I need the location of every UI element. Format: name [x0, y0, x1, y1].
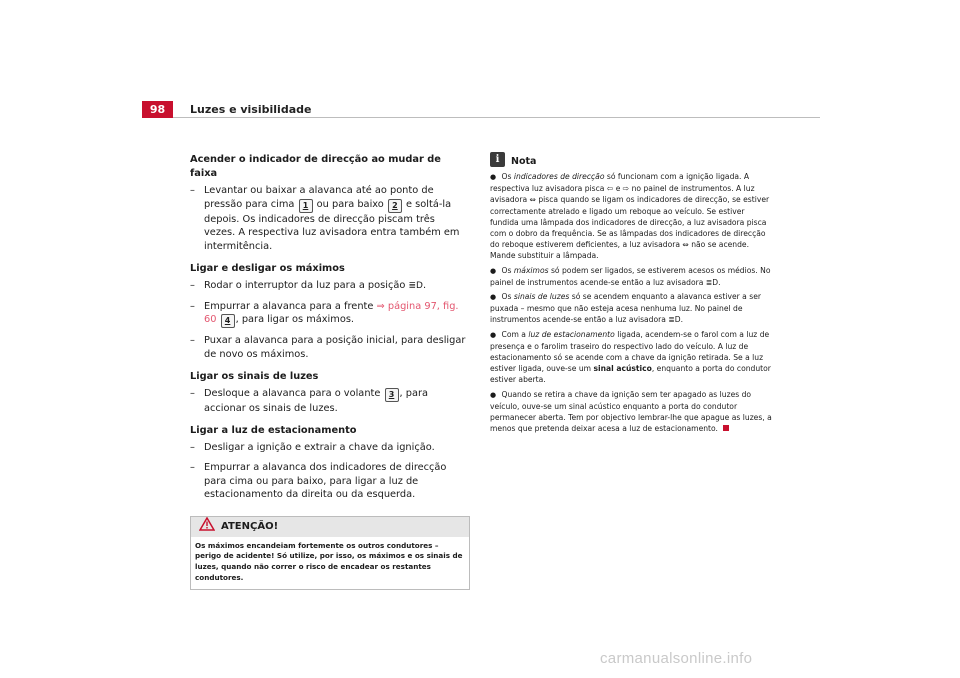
section-high-beam	[190, 262, 468, 362]
section-title: Acender o indicador de direcção ao mudar de faixa	[190, 154, 441, 179]
section-title: Ligar e desligar os máximos	[190, 262, 345, 274]
note-bullet: ● Os sinais de luzes só se acendem enquanto a alavanca estiver a ser puxada – mesmo que não esteja acesa nenhuma luz. No painel de instrumentos acende-se então a luz avisadora ≣D.	[490, 292, 761, 325]
item-text: Empurrar a alavanca para a frente	[204, 300, 374, 312]
watermark: carmanualsonline.info	[600, 650, 753, 667]
list-item	[190, 300, 468, 329]
warning-header	[191, 517, 469, 537]
bullet-dot: ●	[490, 330, 497, 339]
section-flash	[190, 370, 468, 416]
item-text: e soltá-la depois. Os indicadores de direcção piscam três vezes. A respectiva luz avisadora entra também em intermitência.	[204, 198, 460, 252]
item-text: ou para baixo	[316, 198, 384, 210]
header-divider	[173, 117, 820, 118]
bullet-dot: ●	[490, 293, 497, 302]
bullet-dot: ●	[490, 173, 497, 181]
dash-marker: –	[190, 280, 195, 292]
list-item	[190, 184, 468, 253]
page-number: 98	[142, 101, 173, 118]
item-text: Rodar o interruptor da luz para a posição	[204, 280, 406, 292]
item-text: , para accionar os sinais de luzes.	[204, 388, 429, 415]
note-bullet: ● Os máximos só podem ser ligados, se estiverem acesos os médios. No painel de instrumentos acende-se então a luz avisadora ≣D.	[490, 265, 771, 287]
note-bullet: ● Quando se retira a chave da ignição sem ter apagado as luzes do veículo, ouve-se um sinal acústico enquanto a porta do condutor permanecer aberta. Tem por objectivo lembrar-lhe que apague as luzes, a menos que pretenda deixar acesa a luz de estacionamento.	[490, 389, 772, 434]
right-column	[490, 152, 772, 437]
note-title: Nota	[511, 155, 537, 167]
high-beam-icon: ≣D	[668, 315, 681, 325]
list-item	[190, 441, 468, 455]
callout-badge-a2: 2	[388, 199, 402, 213]
bullet-dot: ●	[490, 390, 497, 399]
info-note-icon: i	[490, 152, 505, 167]
dash-marker: –	[190, 461, 195, 473]
turn-signal-left-icon: ⇦	[606, 184, 614, 194]
note-header	[490, 152, 772, 167]
item-text: Puxar a alavanca para a posição inicial, para desligar de novo os máximos.	[204, 335, 466, 360]
item-text: Empurrar a alavanca dos indicadores de direcção para cima ou para baixo, para ligar a luz de estacionamento da direita ou da esquerda.	[204, 461, 447, 501]
section-lane-change	[190, 153, 468, 254]
note-bullet: ● Os indicadores de direcção só funcionam com a ignição ligada. A respectiva luz avisadora pisca ⇦ e ⇨ no painel de instrumentos. A luz avisadora ⇔ pisca quando se ligam os indicadores de direcção, se estiver correctamente atrelado e ligado um reboque ao veículo. Se estiver fundida uma lâmpada dos indicadores de direcção, a luz avisadora pisca com o dobro da frequência. Se as lâmpadas dos indicadores de direcção do reboque estiverem deficientes, a luz avisadora ⇔ não se acende. Mande substituir a lâmpada.	[490, 172, 770, 261]
warning-box	[190, 516, 470, 590]
list-item: – Rodar o interruptor da luz para a posição ≣D.	[190, 279, 468, 294]
list-item	[190, 334, 468, 361]
turn-signal-right-icon: ⇨	[622, 184, 630, 194]
callout-badge-a3: 3	[385, 388, 399, 402]
page-reference-link[interactable]: ⇒ página 97, fig. 60	[204, 300, 459, 326]
item-text: Desligar a ignição e extrair a chave da ignição.	[204, 442, 435, 454]
section-title: Ligar os sinais de luzes	[190, 370, 319, 382]
bullet-dot: ●	[490, 266, 497, 275]
list-item	[190, 387, 468, 416]
trailer-signal-icon: ⇔	[529, 195, 536, 205]
dash-marker: –	[190, 335, 195, 347]
left-column	[190, 153, 468, 590]
section-title: Ligar a luz de estacionamento	[190, 424, 357, 436]
trailer-signal-icon: ⇔	[682, 240, 689, 250]
dash-marker: –	[190, 442, 195, 454]
section-end-marker	[723, 425, 729, 431]
item-text: Desloque a alavanca para o volante	[204, 388, 381, 400]
warning-triangle-icon	[199, 517, 215, 536]
dash-marker: –	[190, 300, 195, 312]
item-text: , para ligar os máximos.	[235, 314, 355, 326]
headlight-icon: ≣D	[408, 281, 423, 292]
dash-marker: –	[190, 185, 195, 197]
warning-body: Os máximos encandeiam fortemente os outros condutores – perigo de acidente! Só utilize, por isso, os máximos e os sinais de luzes, quando não correr o risco de encadear os restantes condutores.	[195, 540, 463, 583]
section-parking-light	[190, 424, 468, 502]
dash-marker: –	[190, 388, 195, 400]
callout-badge-a4: 4	[221, 314, 235, 328]
warning-title: ATENÇÃO!	[221, 520, 279, 532]
item-text: Levantar ou baixar a alavanca até ao ponto de pressão para cima	[204, 185, 434, 210]
note-bullet: ● Com a luz de estacionamento ligada, acendem-se o farol com a luz de presença e o farolim traseiro do respectivo lado do veículo. A luz de estacionamento só se acende com a chave da ignição retirada. Se a luz estiver ligada, ouve-se um sinal acústico, enquanto a porta do condutor estiver aberta.	[490, 329, 771, 385]
high-beam-icon: ≣D	[705, 277, 719, 287]
section-header-title: Luzes e visibilidade	[190, 103, 312, 116]
callout-badge-a1: 1	[299, 199, 313, 213]
list-item	[190, 461, 468, 502]
